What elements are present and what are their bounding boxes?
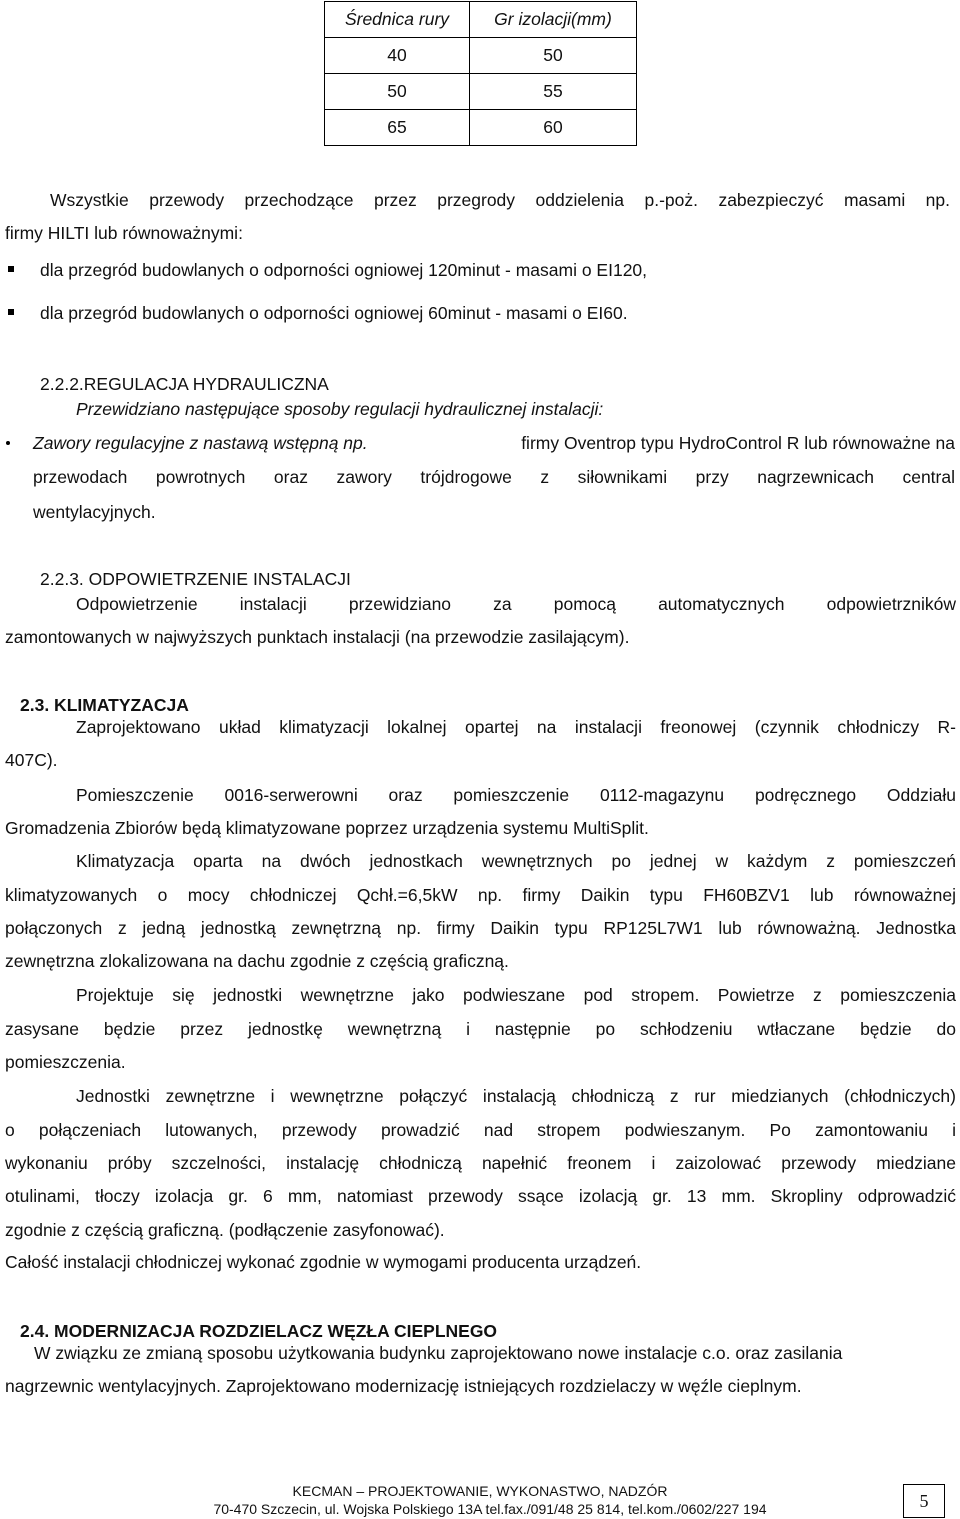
bullet-dot-icon	[6, 441, 10, 445]
body-line: klimatyzowanych o mocy chłodniczej Qchł.=6,5kW np. firmy Daikin typu FH60BZV1 lub równoważnej	[5, 885, 956, 905]
fire-paragraph-line: Wszystkie przewody przechodzące przez przegrody oddzielenia p.-poż. zabezpieczyć masami np.	[50, 190, 950, 210]
body-line: pomieszczenia.	[5, 1052, 126, 1072]
body-line: Całość instalacji chłodniczej wykonać zgodnie w wymogami producenta urządzeń.	[5, 1252, 642, 1272]
body-line: Gromadzenia Zbiorów będą klimatyzowane poprzez urządzenia systemu MultiSplit.	[5, 818, 649, 838]
table-row	[325, 110, 637, 146]
footer-company: KECMAN – PROJEKTOWANIE, WYKONASTWO, NADZÓR	[292, 1483, 668, 1499]
table-header-row	[325, 2, 637, 38]
body-line: Pomieszczenie 0016-serwerowni oraz pomieszczenie 0112-magazynu podręcznego Oddziału	[76, 785, 956, 805]
body-line: połączonych z jedną jednostką zewnętrzną np. firmy Daikin typu RP125L7W1 lub równoważną. Jednostka	[5, 918, 956, 938]
body-line: otulinami, tłoczy izolacja gr. 6 mm, natomiast przewody ssące izolacją gr. 13 mm. Skropliny odprowadzić	[5, 1186, 956, 1206]
table-header: Średnica rury	[325, 2, 470, 38]
table-row	[325, 74, 637, 110]
square-bullet-icon	[8, 266, 14, 272]
footer-address: 70-470 Szczecin, ul. Wojska Polskiego 13A tel.fax./091/48 25 814, tel.kom./0602/227 194	[213, 1501, 767, 1517]
body-line: zgodnie z częścią graficzną. (podłączenie zasyfonować).	[5, 1220, 445, 1240]
section-heading: 2.2.2.REGULACJA HYDRAULICZNA	[40, 374, 329, 394]
valve-line: przewodach powrotnych oraz zawory trójdrogowe z siłownikami przy nagrzewnicach central	[33, 467, 955, 487]
body-line: Odpowietrzenie instalacji przewidziano za pomocą automatycznych odpowietrzników	[76, 594, 956, 614]
body-line: Zaprojektowano układ klimatyzacji lokalnej opartej na instalacji freonowej (czynnik chłodniczy R-	[76, 717, 956, 737]
body-line: Klimatyzacja oparta na dwóch jednostkach wewnętrznych po jednej w każdym z pomieszczeń	[76, 851, 956, 871]
table-cell: 65	[325, 110, 470, 146]
table-row	[325, 38, 637, 74]
section-heading: 2.2.3. ODPOWIETRZENIE INSTALACJI	[40, 569, 351, 589]
valve-line: wentylacyjnych.	[33, 502, 156, 522]
table-header: Gr izolacji(mm)	[470, 2, 637, 38]
table-cell: 40	[325, 38, 470, 74]
valve-line	[33, 432, 955, 454]
body-line: Jednostki zewnętrzne i wewnętrzne połączyć instalacją chłodniczą z rur miedzianych (chłodniczych)	[76, 1086, 956, 1106]
body-line: 407C).	[5, 750, 58, 770]
fire-paragraph-line: firmy HILTI lub równoważnymi:	[5, 223, 243, 243]
section-heading: 2.3. KLIMATYZACJA	[20, 695, 189, 715]
body-line: W związku ze zmianą sposobu użytkowania budynku zaprojektowano nowe instalacje c.o. oraz zasilania	[34, 1343, 843, 1363]
body-line: o połączeniach lutowanych, przewody prowadzić nad stropem podwieszanym. Po zamontowaniu i	[5, 1120, 956, 1140]
body-line: zamontowanych w najwyższych punktach instalacji (na przewodzie zasilającym).	[5, 627, 630, 647]
square-bullet-icon	[8, 309, 14, 315]
valve-text: firmy Oventrop typu HydroControl R lub równoważne na	[521, 433, 955, 453]
body-line: zasysane będzie przez jednostkę wewnętrzną i następnie po schłodzeniu wtłaczane będzie do	[5, 1019, 956, 1039]
body-line: nagrzewnic wentylacyjnych. Zaprojektowano modernizację istniejących rozdzielaczy w węźle cieplnym.	[5, 1376, 802, 1396]
fire-bullet-item: dla przegród budowlanych o odporności ogniowej 60minut - masami o EI60.	[40, 303, 628, 323]
valve-text-italic: Zawory regulacyjne z nastawą wstępną np.	[33, 433, 368, 453]
body-line: zewnętrzna zlokalizowana na dachu zgodnie z częścią graficzną.	[5, 951, 509, 971]
section-heading: 2.4. MODERNIZACJA ROZDZIELACZ WĘZŁA CIEPLNEGO	[20, 1321, 498, 1341]
page-number: 5	[903, 1484, 945, 1518]
fire-bullet-item: dla przegród budowlanych o odporności ogniowej 120minut - masami o EI120,	[40, 260, 648, 280]
pipe-insulation-table	[324, 1, 637, 146]
table-cell: 50	[470, 38, 637, 74]
table-cell: 60	[470, 110, 637, 146]
section-intro: Przewidziano następujące sposoby regulacji hydraulicznej instalacji:	[76, 399, 604, 419]
table-cell: 55	[470, 74, 637, 110]
body-line: wykonaniu próby szczelności, instalację chłodniczą napełnić freonem i zaizolować przewody miedziane	[5, 1153, 956, 1173]
body-line: Projektuje się jednostki wewnętrzne jako podwieszane pod stropem. Powietrze z pomieszczenia	[76, 985, 956, 1005]
table-cell: 50	[325, 74, 470, 110]
